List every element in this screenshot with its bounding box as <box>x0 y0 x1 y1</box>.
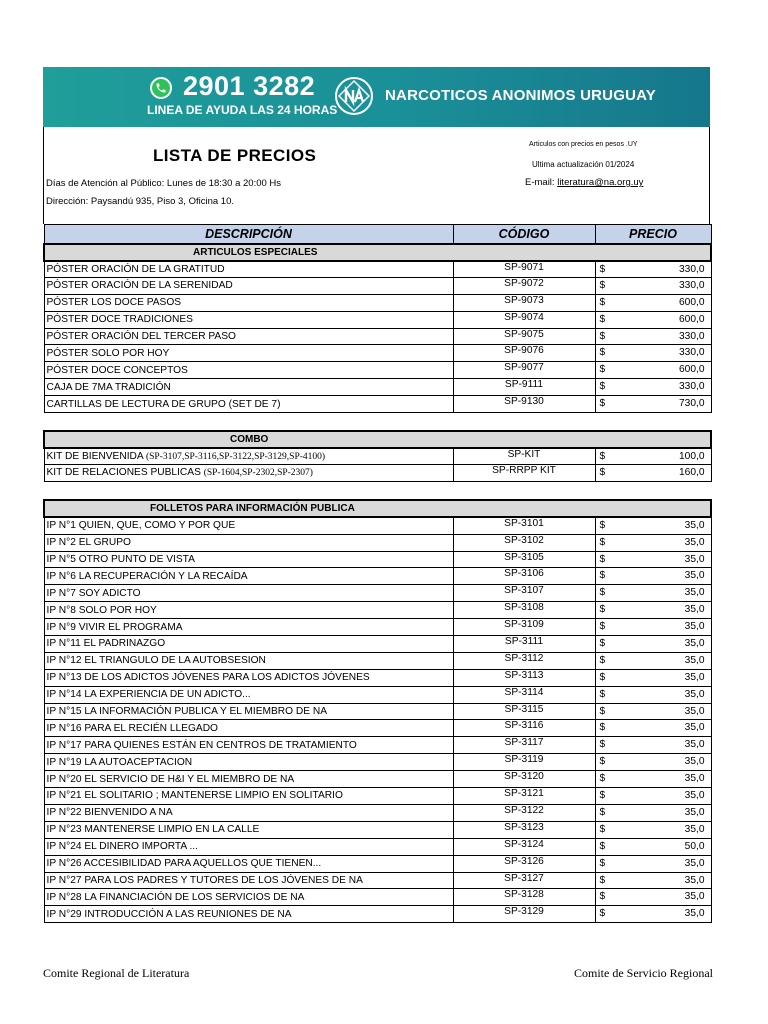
currency-symbol: $ <box>599 466 606 478</box>
item-price <box>595 311 711 328</box>
price-value: 35,0 <box>684 857 705 869</box>
price-value: 730,0 <box>679 398 705 410</box>
item-code: SP-3106 <box>453 568 595 585</box>
item-code: SP-3105 <box>453 551 595 568</box>
table-row <box>44 602 711 619</box>
table-row <box>44 906 711 923</box>
item-price <box>595 703 711 720</box>
item-description <box>44 328 453 345</box>
page-title: LISTA DE PRECIOS <box>153 146 317 165</box>
item-code: SP-3115 <box>453 703 595 720</box>
price-value: 35,0 <box>684 638 705 650</box>
item-code: SP-RRPP KIT <box>453 464 595 481</box>
item-name: IP N°11 EL PADRINAZGO <box>46 638 166 650</box>
item-code: SP-3128 <box>453 889 595 906</box>
table-row <box>44 261 711 278</box>
item-description <box>44 448 453 465</box>
item-code: SP-9071 <box>453 261 595 278</box>
item-description <box>44 737 453 754</box>
price-value: 330,0 <box>679 263 705 275</box>
item-description <box>44 872 453 889</box>
table-row <box>44 277 711 294</box>
item-price <box>595 838 711 855</box>
item-code: SP-3109 <box>453 619 595 636</box>
price-value: 35,0 <box>684 891 705 903</box>
item-name: IP N°9 VIVIR EL PROGRAMA <box>46 621 183 633</box>
item-description <box>44 585 453 602</box>
item-name: IP N°5 OTRO PUNTO DE VISTA <box>46 554 195 566</box>
item-price <box>595 568 711 585</box>
price-value: 600,0 <box>679 313 705 325</box>
currency-symbol: $ <box>599 638 606 650</box>
item-code: SP-3117 <box>453 737 595 754</box>
item-name: PÓSTER DOCE TRADICIONES <box>46 314 193 326</box>
item-name: PÓSTER ORACIÓN DEL TERCER PASO <box>46 331 236 342</box>
item-name: IP N°21 EL SOLITARIO ; MANTENERSE LIMPIO EN SOLITARIO <box>46 790 343 802</box>
item-price <box>595 889 711 906</box>
item-name: PÓSTER LOS DOCE PASOS <box>46 297 182 309</box>
item-detail: (SP-3107,SP-3116,SP-3122,SP-3129,SP-4100) <box>145 451 326 462</box>
item-description <box>44 804 453 821</box>
item-code: SP-3116 <box>453 720 595 737</box>
price-value: 330,0 <box>679 330 705 342</box>
item-price <box>595 585 711 602</box>
price-value: 35,0 <box>684 773 705 785</box>
currency-symbol: $ <box>599 364 606 376</box>
item-description <box>44 311 453 328</box>
item-code: SP-3119 <box>453 754 595 771</box>
email-link[interactable]: literatura@na.org.uy <box>557 177 644 188</box>
address: Dirección: Paysandú 935, Piso 3, Oficina 10. <box>46 196 234 207</box>
table-row <box>44 872 711 889</box>
item-description <box>44 821 453 838</box>
item-name: IP N°8 SOLO POR HOY <box>46 604 157 616</box>
price-value: 100,0 <box>679 450 705 462</box>
item-code: SP-3120 <box>453 771 595 788</box>
currency-symbol: $ <box>599 671 606 683</box>
item-name: PÓSTER SOLO POR HOY <box>46 347 170 359</box>
item-description <box>44 396 453 413</box>
item-description <box>44 534 453 551</box>
item-name: IP N°7 SOY ADICTO <box>46 587 141 599</box>
section-title: FOLLETOS PARA INFORMACIÓN PUBLICA <box>44 500 711 517</box>
price-table <box>43 224 712 923</box>
table-row <box>44 804 711 821</box>
price-value: 600,0 <box>679 296 705 308</box>
section-title: ARTICULOS ESPECIALES <box>44 244 711 261</box>
item-price <box>595 517 711 534</box>
item-price <box>595 788 711 805</box>
table-row <box>44 619 711 636</box>
table-row <box>44 448 711 465</box>
item-code: SP-3108 <box>453 602 595 619</box>
table-row <box>44 345 711 362</box>
item-code: SP-9075 <box>453 328 595 345</box>
currency-symbol: $ <box>599 263 606 275</box>
table-row <box>44 396 711 413</box>
table-row <box>44 328 711 345</box>
price-value: 35,0 <box>684 536 705 548</box>
item-description <box>44 838 453 855</box>
item-name: IP N°20 EL SERVICIO DE H&I Y EL MIEMBRO DE NA <box>46 773 295 785</box>
item-description <box>44 771 453 788</box>
price-value: 35,0 <box>684 621 705 633</box>
section-spacer <box>44 481 711 500</box>
price-value: 35,0 <box>684 604 705 616</box>
item-name: PÓSTER ORACIÓN DE LA GRATITUD <box>46 263 225 275</box>
currency-symbol: $ <box>599 621 606 633</box>
item-name: IP N°6 LA RECUPERACIÓN Y LA RECAÍDA <box>46 570 248 582</box>
item-name: PÓSTER ORACIÓN DE LA SERENIDAD <box>46 280 233 292</box>
item-description <box>44 754 453 771</box>
item-code: SP-3123 <box>453 821 595 838</box>
table-row <box>44 585 711 602</box>
item-code: SP-9077 <box>453 362 595 379</box>
item-price <box>595 720 711 737</box>
currency-symbol: $ <box>599 279 606 291</box>
item-description <box>44 686 453 703</box>
item-description <box>44 602 453 619</box>
price-value: 35,0 <box>684 908 705 920</box>
price-value: 330,0 <box>679 381 705 393</box>
item-code: SP-9072 <box>453 277 595 294</box>
table-row <box>44 534 711 551</box>
currency-symbol: $ <box>599 773 606 785</box>
item-name: CARTILLAS DE LECTURA DE GRUPO (SET DE 7) <box>46 398 281 410</box>
item-price <box>595 636 711 653</box>
header-banner <box>43 67 710 127</box>
item-price <box>595 602 711 619</box>
currency-symbol: $ <box>599 313 606 325</box>
price-value: 160,0 <box>679 466 705 478</box>
item-name: IP N°28 LA FINANCIACIÓN DE LOS SERVICIOS DE NA <box>46 891 305 903</box>
info-block <box>43 127 710 224</box>
item-price <box>595 534 711 551</box>
item-description <box>44 345 453 362</box>
item-code: SP-3111 <box>453 636 595 653</box>
table-row <box>44 379 711 396</box>
item-price <box>595 804 711 821</box>
item-name: IP N°13 DE LOS ADICTOS JÓVENES PARA LOS ADICTOS JÓVENES <box>46 672 370 684</box>
table-row <box>44 821 711 838</box>
item-code: SP-3124 <box>453 838 595 855</box>
currency-symbol: $ <box>599 520 606 532</box>
item-description <box>44 669 453 686</box>
item-price <box>595 821 711 838</box>
section-spacer <box>44 413 711 431</box>
table-row <box>44 464 711 481</box>
currency-symbol: $ <box>599 381 606 393</box>
item-description <box>44 277 453 294</box>
table-row <box>44 720 711 737</box>
item-price <box>595 619 711 636</box>
item-name: IP N°19 LA AUTOACEPTACION <box>46 756 193 768</box>
currency-symbol: $ <box>599 330 606 342</box>
opening-hours: Días de Atención al Público: Lunes de 18:30 a 20:00 Hs <box>46 178 282 189</box>
section-header-especiales <box>44 244 711 261</box>
table-row <box>44 551 711 568</box>
item-price <box>595 652 711 669</box>
item-price <box>595 294 711 311</box>
item-code: SP-9073 <box>453 294 595 311</box>
table-row <box>44 669 711 686</box>
item-code: SP-3114 <box>453 686 595 703</box>
currency-symbol: $ <box>599 874 606 886</box>
price-value: 35,0 <box>684 806 705 818</box>
currency-symbol: $ <box>599 840 606 852</box>
table-row <box>44 362 711 379</box>
table-row <box>44 686 711 703</box>
currency-symbol: $ <box>599 654 606 666</box>
item-price <box>595 396 711 413</box>
item-price <box>595 669 711 686</box>
price-value: 330,0 <box>679 347 705 359</box>
item-price <box>595 771 711 788</box>
item-name: IP N°12 EL TRIANGULO DE LA AUTOBSESION <box>46 655 266 667</box>
currency-symbol: $ <box>599 587 606 599</box>
price-value: 35,0 <box>684 553 705 565</box>
item-name: PÓSTER DOCE CONCEPTOS <box>46 364 188 376</box>
table-row <box>44 771 711 788</box>
item-name: IP N°24 EL DINERO IMPORTA ... <box>46 841 198 853</box>
currency-note: Articulos con precios en pesos .UY <box>529 141 638 148</box>
item-description <box>44 379 453 396</box>
item-description <box>44 362 453 379</box>
currency-symbol: $ <box>599 722 606 734</box>
item-price <box>595 737 711 754</box>
currency-symbol: $ <box>599 705 606 717</box>
item-name: IP N°17 PARA QUIENES ESTÁN EN CENTROS DE TRATAMIENTO <box>46 739 357 751</box>
table-row <box>44 568 711 585</box>
item-price <box>595 345 711 362</box>
currency-symbol: $ <box>599 806 606 818</box>
item-detail: (SP-1604,SP-2302,SP-2307) <box>203 468 313 479</box>
item-code: SP-3127 <box>453 872 595 889</box>
item-code: SP-3107 <box>453 585 595 602</box>
item-name: CAJA DE 7MA TRADICIÓN <box>46 381 171 393</box>
item-name: IP N°15 LA INFORMACIÓN PUBLICA Y EL MIEMBRO DE NA <box>46 706 328 718</box>
currency-symbol: $ <box>599 604 606 616</box>
table-row <box>44 889 711 906</box>
item-price <box>595 464 711 481</box>
table-row <box>44 636 711 653</box>
item-name: IP N°29 INTRODUCCIÓN A LAS REUNIONES DE NA <box>46 908 292 920</box>
item-description <box>44 703 453 720</box>
item-price <box>595 754 711 771</box>
section-header-combo <box>44 431 711 448</box>
currency-symbol: $ <box>599 347 606 359</box>
price-value: 35,0 <box>684 570 705 582</box>
section-title: COMBO <box>44 431 711 448</box>
helpline-label: LINEA DE AYUDA LAS 24 HORAS <box>147 103 338 117</box>
table-row <box>44 517 711 534</box>
currency-symbol: $ <box>599 570 606 582</box>
price-value: 35,0 <box>684 705 705 717</box>
item-price <box>595 261 711 278</box>
item-description <box>44 720 453 737</box>
item-code: SP-3126 <box>453 855 595 872</box>
phone-icon <box>150 77 172 99</box>
item-description <box>44 464 453 481</box>
item-name: IP N°27 PARA LOS PADRES Y TUTORES DE LOS JÓVENES DE NA <box>46 874 363 886</box>
item-description <box>44 855 453 872</box>
item-code: SP-9074 <box>453 311 595 328</box>
item-description <box>44 619 453 636</box>
currency-symbol: $ <box>599 857 606 869</box>
table-row <box>44 311 711 328</box>
item-description <box>44 636 453 653</box>
footer-left: Comite Regional de Literatura <box>43 966 190 980</box>
item-name: IP N°14 LA EXPERIENCIA DE UN ADICTO... <box>46 689 251 701</box>
email-label: E-mail: <box>525 177 555 188</box>
item-description <box>44 261 453 278</box>
currency-symbol: $ <box>599 891 606 903</box>
item-description <box>44 568 453 585</box>
item-price <box>595 906 711 923</box>
item-name: KIT DE BIENVENIDA <box>46 450 146 462</box>
table-row <box>44 703 711 720</box>
item-name: IP N°16 PARA EL RECIÉN LLEGADO <box>46 722 218 734</box>
item-price <box>595 686 711 703</box>
currency-symbol: $ <box>599 823 606 835</box>
item-description <box>44 652 453 669</box>
email-line <box>525 177 643 188</box>
item-name: IP N°26 ACCESIBILIDAD PARA AQUELLOS QUE TIENEN... <box>46 858 322 870</box>
table-row <box>44 652 711 669</box>
helpline-phone: 2901 3282 <box>183 71 316 101</box>
table-header <box>44 225 711 244</box>
item-price <box>595 379 711 396</box>
currency-symbol: $ <box>599 450 606 462</box>
item-name: IP N°23 MANTENERSE LIMPIO EN LA CALLE <box>46 824 260 836</box>
currency-symbol: $ <box>599 790 606 802</box>
item-price <box>595 277 711 294</box>
item-code: SP-3101 <box>453 517 595 534</box>
item-price <box>595 448 711 465</box>
table-row <box>44 294 711 311</box>
item-code: SP-3122 <box>453 804 595 821</box>
item-name: KIT DE RELACIONES PUBLICAS <box>46 467 204 479</box>
item-price <box>595 328 711 345</box>
currency-symbol: $ <box>599 536 606 548</box>
currency-symbol: $ <box>599 553 606 565</box>
price-value: 35,0 <box>684 722 705 734</box>
price-value: 600,0 <box>679 364 705 376</box>
item-description <box>44 551 453 568</box>
item-name: IP N°22 BIENVENIDO A NA <box>46 807 173 819</box>
price-value: 35,0 <box>684 790 705 802</box>
item-price <box>595 551 711 568</box>
table-row <box>44 737 711 754</box>
last-update: Ultima actualización 01/2024 <box>532 160 635 169</box>
item-code: SP-9111 <box>453 379 595 396</box>
table-row <box>44 788 711 805</box>
section-header-folletos <box>44 500 711 517</box>
price-value: 35,0 <box>684 671 705 683</box>
item-name: IP N°1 QUIEN, QUE, COMO Y POR QUE <box>46 520 236 532</box>
price-value: 35,0 <box>684 587 705 599</box>
price-value: 330,0 <box>679 279 705 291</box>
price-value: 35,0 <box>684 688 705 700</box>
currency-symbol: $ <box>599 688 606 700</box>
currency-symbol: $ <box>599 398 606 410</box>
item-description <box>44 294 453 311</box>
table-row <box>44 838 711 855</box>
price-value: 35,0 <box>684 739 705 751</box>
item-price <box>595 362 711 379</box>
price-value: 35,0 <box>684 823 705 835</box>
item-code: SP-3113 <box>453 669 595 686</box>
header-description: DESCRIPCIÓN <box>44 225 453 244</box>
item-price <box>595 855 711 872</box>
item-price <box>595 872 711 889</box>
item-description <box>44 788 453 805</box>
item-code: SP-3129 <box>453 906 595 923</box>
header-code: CÓDIGO <box>453 225 595 244</box>
currency-symbol: $ <box>599 756 606 768</box>
currency-symbol: $ <box>599 739 606 751</box>
item-code: SP-9130 <box>453 396 595 413</box>
price-value: 50,0 <box>684 840 705 852</box>
price-value: 35,0 <box>684 874 705 886</box>
currency-symbol: $ <box>599 296 606 308</box>
item-description <box>44 906 453 923</box>
price-value: 35,0 <box>684 756 705 768</box>
item-code: SP-3112 <box>453 652 595 669</box>
item-name: IP N°2 EL GRUPO <box>46 537 131 549</box>
item-code: SP-9076 <box>453 345 595 362</box>
organization-name: NARCOTICOS ANONIMOS URUGUAY <box>385 87 656 104</box>
price-value: 35,0 <box>684 654 705 666</box>
item-code: SP-KIT <box>453 448 595 465</box>
item-description <box>44 889 453 906</box>
table-row <box>44 754 711 771</box>
currency-symbol: $ <box>599 908 606 920</box>
item-description <box>44 517 453 534</box>
footer-right: Comite de Servicio Regional <box>574 966 713 980</box>
table-row <box>44 855 711 872</box>
header-price: PRECIO <box>595 225 711 244</box>
na-logo <box>334 76 374 116</box>
price-list-sheet <box>43 67 710 923</box>
item-code: SP-3102 <box>453 534 595 551</box>
price-value: 35,0 <box>684 520 705 532</box>
item-code: SP-3121 <box>453 788 595 805</box>
